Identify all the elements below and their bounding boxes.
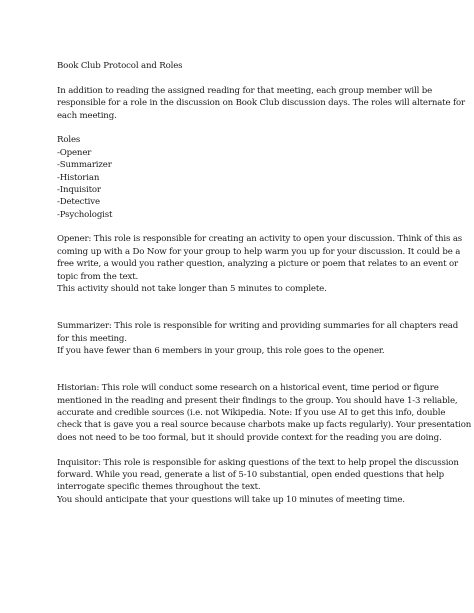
document-body	[57, 60, 472, 506]
inquisitor-line: forward. While you read, generate a list of 5-10 substantial, open ended questions that help	[57, 469, 444, 480]
intro-line: responsible for a role in the discussion on Book Club discussion days. The roles will alternate for	[57, 98, 466, 109]
historian-line: check that is gave you a real source because charbots make up facts regularly). Your presentation	[57, 420, 472, 431]
document-title: Book Club Protocol and Roles	[57, 61, 183, 71]
opener-line: free write, a would you rather question, analyzing a picture or poem that relates to an event or	[57, 259, 458, 270]
historian-line: accurate and credible sources (i.e. not Wikipedia. Note: If you use AI to get this info, double	[57, 407, 446, 418]
summarizer-line: If you have fewer than 6 members in your group, this role goes to the opener.	[57, 346, 385, 356]
historian-line: Historian: This role will conduct some research on a historical event, time period or figure	[57, 383, 439, 394]
opener-line: topic from the text.	[57, 271, 139, 282]
opener-line: This activity should not take longer than 5 minutes to complete.	[57, 284, 327, 295]
role-list-item: -Psychologist	[57, 209, 113, 220]
role-list-item: -Summarizer	[57, 160, 112, 171]
role-list-item: -Inquisitor	[57, 184, 101, 195]
opener-line: coming up with a Do Now for your group to help warm you up for your discussion. It could be a	[57, 246, 461, 257]
opener-line: Opener: This role is responsible for creating an activity to open your discussion. Think of this as	[57, 234, 463, 245]
roles-heading: Roles	[57, 135, 81, 146]
summarizer-paragraph	[57, 320, 459, 357]
role-list-item: -Historian	[57, 172, 100, 183]
intro-line: each meeting.	[57, 110, 117, 121]
intro-paragraph	[57, 85, 466, 122]
inquisitor-line: You should anticipate that your questions will take up 10 minutes of meeting time.	[57, 494, 405, 505]
summarizer-line: for this meeting.	[57, 333, 127, 344]
historian-line: does not need to be too formal, but it should provide context for the reading you are doing.	[57, 432, 442, 443]
inquisitor-paragraph	[57, 457, 459, 507]
historian-paragraph	[57, 382, 472, 444]
intro-line: In addition to reading the assigned reading for that meeting, each group member will be	[57, 85, 433, 96]
roles-section	[57, 134, 437, 221]
inquisitor-line: Inquisitor: This role is responsible for asking questions of the text to help propel the discussion	[57, 457, 459, 468]
role-list-item: -Detective	[57, 197, 100, 208]
historian-line: mentioned in the reading and present their findings to the group. You should have 1-3 reliable,	[57, 395, 458, 406]
opener-paragraph	[57, 233, 463, 295]
summarizer-line: Summarizer: This role is responsible for writing and providing summaries for all chapters read	[57, 321, 459, 332]
role-list-item: -Opener	[57, 147, 92, 158]
inquisitor-line: interrogate specific themes throughout the text.	[57, 482, 261, 493]
